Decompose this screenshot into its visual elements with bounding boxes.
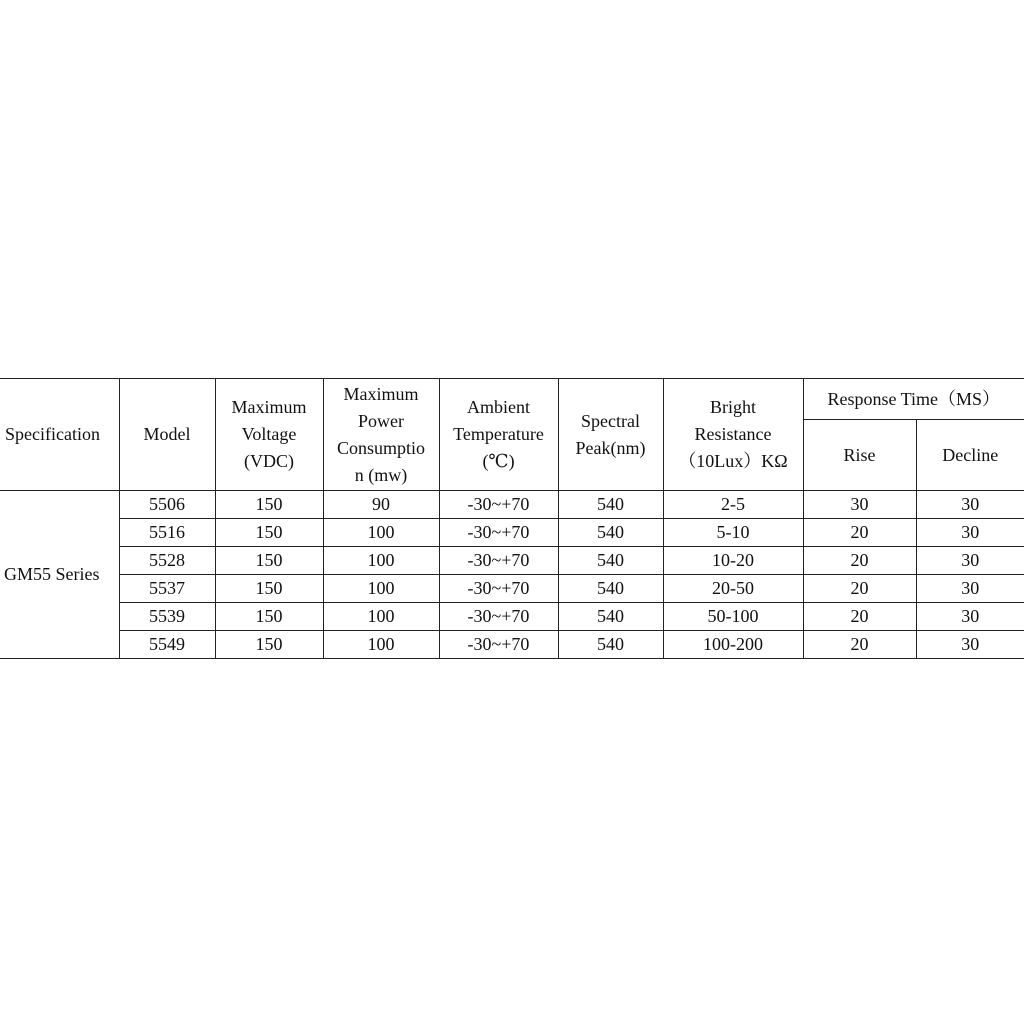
header-response-time	[803, 379, 1024, 420]
header-max-power-line: Power	[358, 410, 404, 431]
table-row	[0, 603, 1024, 631]
cell-model: 5506	[119, 491, 215, 519]
cell-temperature: -30~+70	[439, 547, 558, 575]
cell-voltage: 150	[215, 491, 323, 519]
cell-decline: 30	[916, 603, 1024, 631]
cell-spectral-peak: 540	[558, 519, 663, 547]
header-ambient-temperature	[439, 379, 558, 491]
cell-spectral-peak: 540	[558, 603, 663, 631]
cell-model: 5528	[119, 547, 215, 575]
header-response-time-label: Response Time（MS）	[827, 388, 1001, 409]
header-decline	[916, 420, 1024, 491]
cell-decline: 30	[916, 631, 1024, 659]
header-ambient-temperature-line: Temperature	[453, 424, 544, 444]
table-row	[0, 631, 1024, 659]
header-specification	[0, 379, 119, 491]
header-bright-resistance-line: （10Lux）KΩ	[678, 451, 788, 471]
cell-power: 100	[323, 603, 439, 631]
header-spectral-peak	[558, 379, 663, 491]
header-max-power-line: Consumptio	[336, 437, 425, 458]
cell-temperature: -30~+70	[439, 491, 558, 519]
specification-table	[0, 378, 1024, 659]
header-row-top	[0, 379, 1024, 420]
cell-spectral-peak: 540	[558, 547, 663, 575]
header-max-voltage	[215, 379, 323, 491]
cell-voltage: 150	[215, 631, 323, 659]
header-ambient-temperature-line: (℃)	[482, 451, 515, 471]
cell-voltage: 150	[215, 547, 323, 575]
cell-model: 5539	[119, 603, 215, 631]
cell-power: 100	[323, 631, 439, 659]
cell-temperature: -30~+70	[439, 603, 558, 631]
cell-decline: 30	[916, 491, 1024, 519]
cell-model: 5516	[119, 519, 215, 547]
header-max-voltage-line: Voltage	[241, 424, 297, 444]
cell-resistance: 100-200	[663, 631, 803, 659]
cell-temperature: -30~+70	[439, 519, 558, 547]
cell-temperature: -30~+70	[439, 575, 558, 603]
cell-resistance: 20-50	[663, 575, 803, 603]
header-rise	[803, 420, 916, 491]
table-row	[0, 519, 1024, 547]
table-row	[0, 547, 1024, 575]
header-model-label: Model	[143, 424, 191, 444]
header-max-power-line: Maximum	[343, 383, 419, 404]
cell-spectral-peak: 540	[558, 491, 663, 519]
cell-rise: 20	[803, 575, 916, 603]
header-rise-label: Rise	[843, 444, 876, 465]
cell-resistance: 10-20	[663, 547, 803, 575]
cell-voltage: 150	[215, 603, 323, 631]
header-bright-resistance	[663, 379, 803, 491]
cell-rise: 20	[803, 547, 916, 575]
header-max-power	[323, 379, 439, 491]
cell-resistance: 2-5	[663, 491, 803, 519]
cell-model: 5549	[119, 631, 215, 659]
table-row	[0, 491, 1024, 519]
table-body	[0, 379, 1024, 659]
cell-spectral-peak: 540	[558, 631, 663, 659]
cell-temperature: -30~+70	[439, 631, 558, 659]
header-decline-label: Decline	[942, 444, 999, 465]
header-spectral-peak-line: Peak(nm)	[575, 437, 646, 458]
cell-decline: 30	[916, 547, 1024, 575]
cell-model: 5537	[119, 575, 215, 603]
cell-decline: 30	[916, 575, 1024, 603]
series-cell	[0, 491, 119, 659]
header-max-voltage-line: (VDC)	[244, 451, 294, 471]
header-bright-resistance-line: Resistance	[694, 424, 772, 444]
cell-rise: 20	[803, 603, 916, 631]
cell-decline: 30	[916, 519, 1024, 547]
cell-rise: 20	[803, 631, 916, 659]
header-max-power-line: n (mw)	[354, 464, 408, 485]
table-row	[0, 575, 1024, 603]
header-bright-resistance-line: Bright	[709, 397, 756, 417]
cell-resistance: 50-100	[663, 603, 803, 631]
cell-resistance: 5-10	[663, 519, 803, 547]
cell-power: 100	[323, 575, 439, 603]
cell-voltage: 150	[215, 519, 323, 547]
cell-power: 100	[323, 547, 439, 575]
header-model	[119, 379, 215, 491]
cell-voltage: 150	[215, 575, 323, 603]
series-label: GM55 Series	[4, 564, 100, 584]
cell-spectral-peak: 540	[558, 575, 663, 603]
header-max-voltage-line: Maximum	[231, 397, 307, 417]
cell-power: 90	[323, 491, 439, 519]
cell-rise: 30	[803, 491, 916, 519]
header-ambient-temperature-line: Ambient	[467, 397, 530, 417]
cell-rise: 20	[803, 519, 916, 547]
header-spectral-peak-line: Spectral	[581, 410, 640, 431]
cell-power: 100	[323, 519, 439, 547]
header-specification-label: Specification	[5, 424, 100, 444]
